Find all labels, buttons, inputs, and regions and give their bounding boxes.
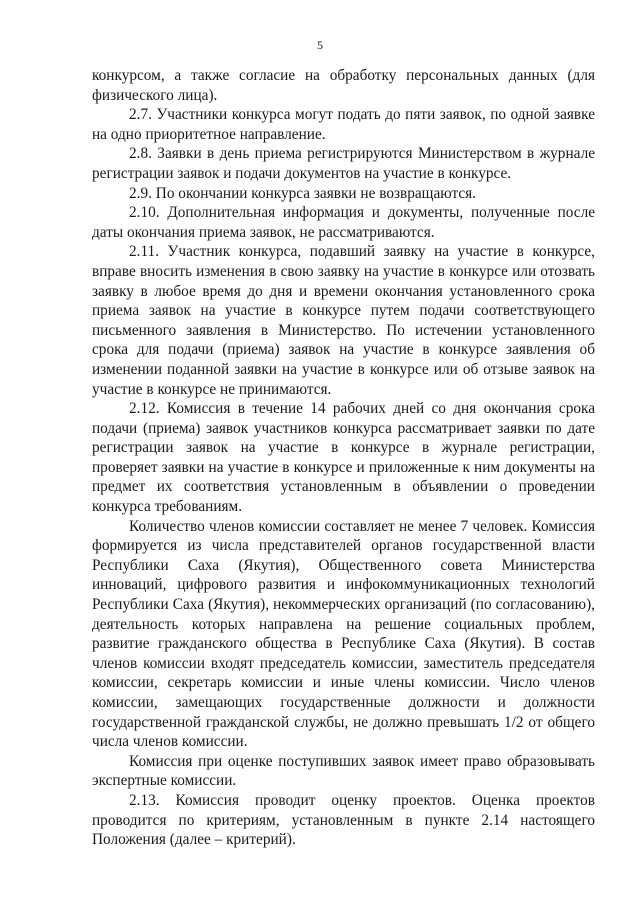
paragraph-2-7: 2.7. Участники конкурса могут подать до пяти заявок, по одной заявке на одно приоритетное направление. (92, 106, 595, 143)
paragraph-2-9: 2.9. По окончании конкурса заявки не возвращаются. (129, 184, 477, 202)
paragraph-commission-members: Количество членов комиссии составляет не менее 7 человек. Комиссия формируется из числа представителей органов государственной власти Республики Саха (Якутия), Общественного совета Министерства инноваций, цифрового развития и инфокоммуникационных технологий Республики Саха (Якутия), некоммерческих организаций (по согласованию), деятельность которых направлена на решение социальных проблем, развитие гражданского общества в Республике Саха (Якутия). В состав членов комиссии входят председатель комиссии, заместитель председателя комиссии, секретарь комиссии и иные члены комиссии. Число членов комиссии, замещающих государственные должности и должности государственной гражданской службы, не должно превышать 1/2 от общего числа членов комиссии. (92, 517, 595, 751)
paragraph-expert-commissions: Комиссия при оценке поступивших заявок имеет право образовывать экспертные комиссии. (92, 752, 595, 790)
paragraph-2-12: 2.12. Комиссия в течение 14 рабочих дней со дня окончания срока подачи (приема) заявок участников конкурса рассматривает заявки по дате регистрации заявок на участие в конкурсе в журнале регистрации, проверяет заявки на участие в конкурсе и приложенные к ним документы на предмет их соответствия установленным в объявлении о проведении конкурса требованиям. (92, 400, 595, 516)
paragraph-continuation: конкурсом, а также согласие на обработку персональных данных (для физического лица). (92, 67, 595, 104)
paragraph-2-10: 2.10. Дополнительная информация и документы, полученные после даты окончания приема заявок, не рассматриваются. (92, 204, 595, 241)
page-number: 5 (317, 38, 323, 52)
paragraph-2-8: 2.8. Заявки в день приема регистрируются Министерством в журнале регистрации заявок и подачи документов на участие в конкурсе. (92, 145, 595, 182)
document-body (92, 66, 595, 850)
paragraph-2-11: 2.11. Участник конкурса, подавший заявку на участие в конкурсе, вправе вносить изменения в свою заявку на участие в конкурсе или отозвать заявку в любое время до дня и времени окончания установленного срока приема заявок на участие в конкурсе путем подачи соответствующего письменного заявления в Министерство. По истечении установленного срока для подачи (приема) заявок на участие в конкурсе заявления об изменении поданной заявки на участие в конкурсе или об отзыве заявок на участие в конкурсе не принимаются. (92, 243, 595, 398)
paragraph-2-13: 2.13. Комиссия проводит оценку проектов. Оценка проектов проводится по критериям, установленным в пункте 2.14 настоящего Положения (далее – критерий). (92, 791, 595, 849)
